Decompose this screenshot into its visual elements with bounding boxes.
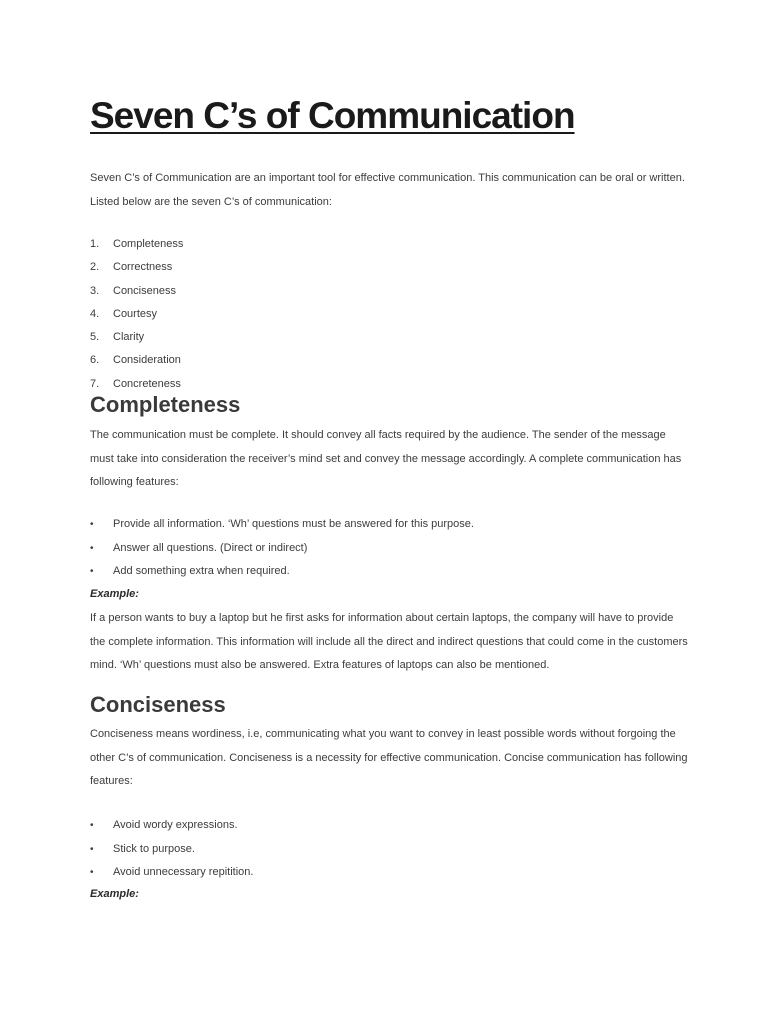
completeness-example-label: Example: — [90, 588, 139, 600]
completeness-heading: Completeness — [90, 392, 241, 417]
conciseness-features-list — [90, 814, 253, 885]
conciseness-heading: Conciseness — [90, 692, 226, 717]
bullet-icon: • — [90, 820, 94, 831]
list-number: 4. — [90, 307, 100, 320]
list-item — [90, 303, 183, 326]
feature-text: Provide all information. ‘Wh’ questions must be answered for this purpose. — [113, 518, 474, 530]
list-item — [90, 280, 183, 303]
list-item-label: Correctness — [113, 261, 173, 274]
list-item — [90, 513, 474, 537]
list-item — [90, 838, 253, 862]
completeness-example-text: If a person wants to buy a laptop but he first asks for information about certain laptops, the company will have to provide the complete information. This information will include all the direct and indirect questions that could come in the customers mind. ‘Wh’ questions must also be answered. Extra features of laptops can also be mentioned. — [90, 612, 688, 671]
completeness-features-list — [90, 513, 474, 584]
feature-text: Stick to purpose. — [113, 842, 195, 855]
list-item — [90, 814, 253, 838]
list-item-label: Courtesy — [113, 307, 158, 320]
list-item — [90, 861, 253, 885]
conciseness-paragraph: Conciseness means wordiness, i.e, communicating what you want to convey in least possible words without forgoing the other C’s of communication. Conciseness is a necessity for effective communication. Concise communication has following features: — [90, 728, 688, 787]
list-item-label: Concreteness — [113, 377, 181, 390]
seven-cs-list — [90, 233, 183, 396]
list-number: 3. — [90, 284, 100, 297]
list-item-label: Consideration — [113, 354, 181, 367]
bullet-icon: • — [90, 566, 94, 577]
feature-text: Answer all questions. (Direct or indirect) — [113, 541, 308, 554]
list-item-label: Completeness — [113, 238, 184, 250]
feature-text: Add something extra when required. — [113, 565, 290, 577]
page-title: Seven C’s of Communication — [90, 95, 575, 136]
list-item — [90, 233, 183, 256]
intro-paragraph: Seven C’s of Communication are an important tool for effective communication. This communication can be oral or written. Listed below are the seven C’s of communication: — [90, 172, 685, 208]
conciseness-example-label: Example: — [90, 888, 139, 900]
list-number: 1. — [90, 238, 100, 250]
list-item — [90, 537, 474, 561]
feature-text: Avoid wordy expressions. — [113, 819, 238, 831]
list-number: 7. — [90, 377, 100, 390]
feature-text: Avoid unnecessary repitition. — [113, 866, 254, 878]
bullet-icon: • — [90, 519, 94, 530]
list-number: 6. — [90, 354, 100, 367]
list-item — [90, 349, 183, 372]
bullet-icon: • — [90, 867, 94, 878]
completeness-paragraph: The communication must be complete. It should convey all facts required by the audience. The sender of the message must take into consideration the receiver’s mind set and convey the message accordingly. A complete communication has following features: — [90, 429, 682, 488]
bullet-icon: • — [90, 843, 94, 855]
list-item — [90, 256, 183, 279]
bullet-icon: • — [90, 542, 94, 554]
list-item — [90, 326, 183, 349]
list-item-label: Clarity — [113, 331, 145, 344]
list-item-label: Conciseness — [113, 284, 176, 297]
list-item — [90, 560, 474, 584]
list-number: 2. — [90, 261, 100, 274]
list-number: 5. — [90, 331, 100, 344]
